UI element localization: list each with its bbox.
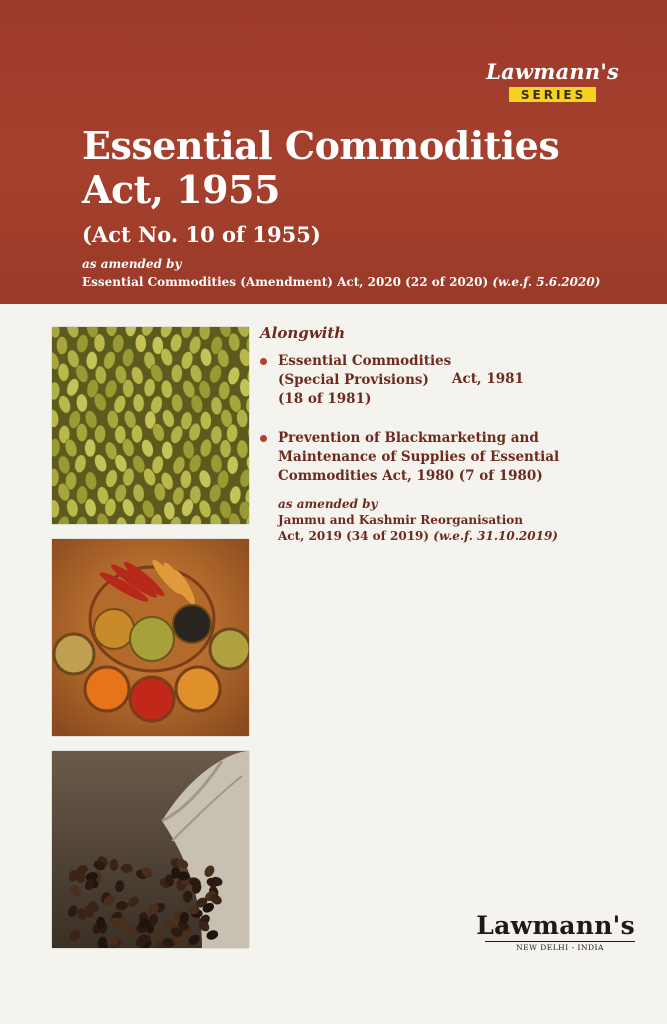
series-tag: SERIES [509, 87, 596, 102]
amended-label: as amended by [82, 257, 182, 271]
item2-amended-label: as amended by [278, 497, 378, 511]
series-name: Lawmann's [486, 59, 619, 84]
title-line-1: Essential Commodities [82, 123, 560, 168]
book-title [82, 124, 559, 212]
item2-line2: Maintenance of Supplies of Essential [278, 449, 560, 465]
coffee-beans-sack-image [52, 751, 249, 948]
spices-bowls-image [52, 539, 249, 736]
item2-amended-line1: Jammu and Kashmir Reorganisation [278, 513, 524, 527]
amended-wef: (w.e.f. 5.6.2020) [492, 275, 601, 289]
title-line-2: Act, 1955 [82, 167, 280, 212]
item2-amended-line2-row [278, 528, 630, 544]
item2-amended-line2: Act, 2019 (34 of 2019) [278, 529, 430, 543]
act-number: (Act No. 10 of 1955) [82, 222, 321, 247]
item1-line1: Essential Commodities [278, 353, 452, 369]
alongwith-heading: Alongwith [260, 324, 346, 342]
item1-act-year: Act, 1981 [452, 371, 524, 387]
item1-line2: (Special Provisions) [278, 372, 429, 388]
contents-list [260, 324, 630, 544]
publisher-name: Lawmann's [476, 911, 635, 940]
item2-amendment [260, 496, 630, 544]
amended-act: Essential Commodities (Amendment) Act, 2020 (22 of 2020) [82, 275, 489, 289]
list-item-blackmarketing [260, 429, 630, 486]
item1-line3: (18 of 1981) [278, 391, 372, 407]
bullet-icon [260, 358, 267, 365]
publisher-logo [476, 912, 635, 952]
item2-amended-wef: (w.e.f. 31.10.2019) [433, 529, 558, 543]
list-item-special-provisions [260, 352, 630, 409]
wheat-grains-image [52, 327, 249, 524]
item2-line3: Commodities Act, 1980 (7 of 1980) [278, 468, 543, 484]
amended-text [82, 275, 600, 289]
item2-line1: Prevention of Blackmarketing and [278, 430, 539, 446]
publisher-place: NEW DELHI - INDIA [485, 941, 635, 952]
bullet-icon [260, 435, 267, 442]
series-logo [486, 60, 619, 103]
